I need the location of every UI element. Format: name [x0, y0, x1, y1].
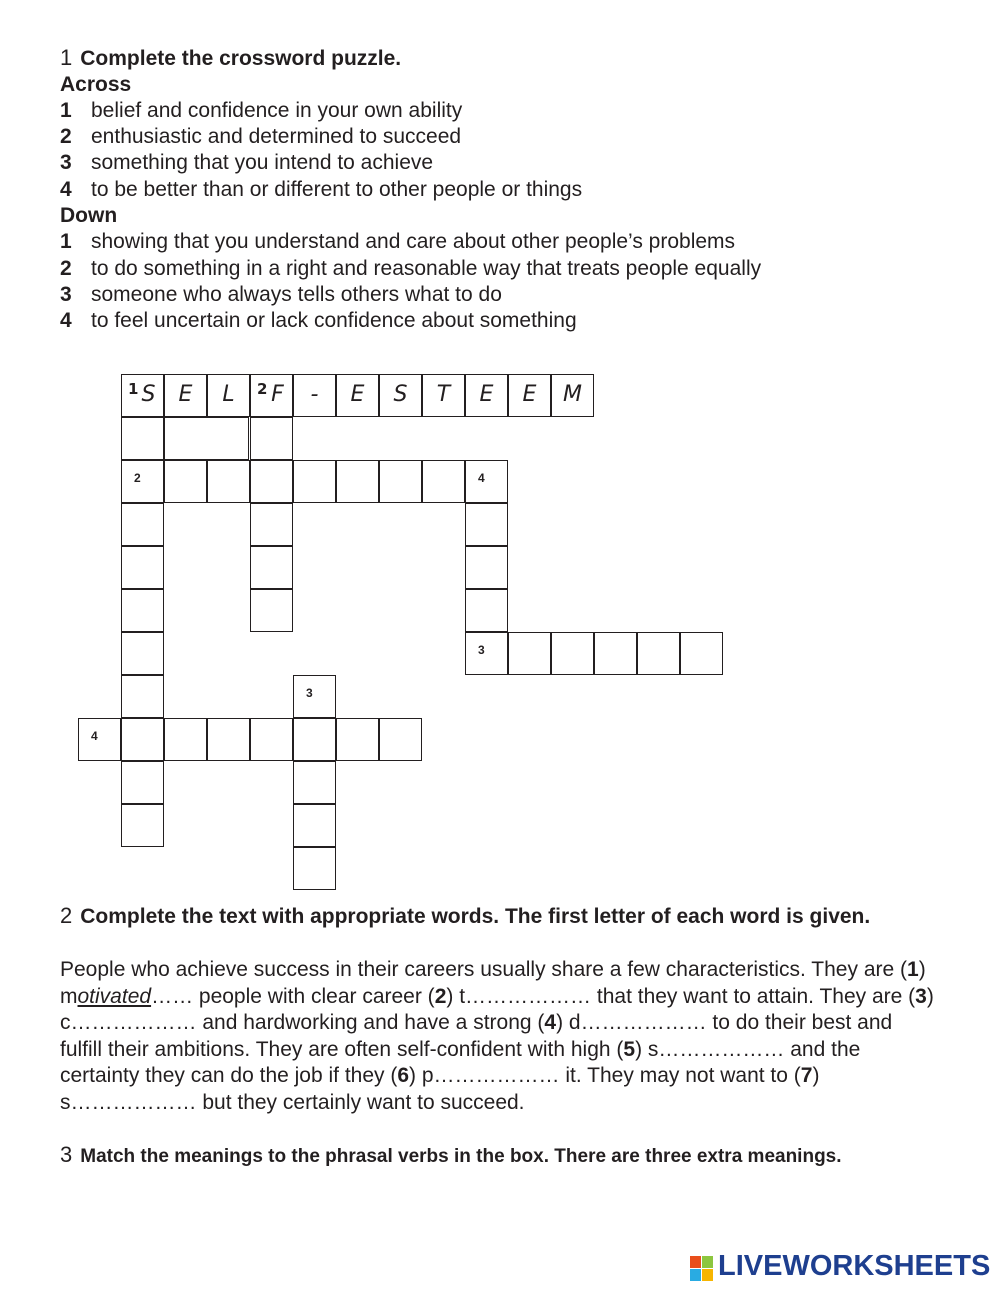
- crossword-cell[interactable]: [465, 632, 508, 675]
- crossword-cell[interactable]: [293, 460, 336, 503]
- crossword-cell[interactable]: [250, 417, 293, 460]
- crossword-letter: E: [178, 382, 193, 407]
- clue-number-label: 1: [128, 380, 139, 398]
- crossword-cell[interactable]: [207, 374, 250, 417]
- crossword-cell[interactable]: [465, 503, 508, 546]
- text-segment: ) p……………… it. They may not want to (: [409, 1064, 801, 1087]
- exercise-2-heading: [60, 902, 940, 930]
- crossword-cell[interactable]: [379, 718, 422, 761]
- logo-mark-icon: [690, 1256, 714, 1282]
- clue-number: 4: [60, 309, 72, 332]
- clue-number-label: 2: [134, 471, 141, 485]
- crossword-cell[interactable]: [250, 546, 293, 589]
- text-segment: People who achieve success in their careers usually share a few characteristics. They are (: [60, 958, 908, 981]
- crossword-cell[interactable]: [121, 503, 164, 546]
- crossword-cell[interactable]: [293, 718, 336, 761]
- text-segment: ) t……………… that they want to attain. They are (: [446, 984, 916, 1008]
- example-answer: otivated: [77, 984, 152, 1008]
- clue-number: 1: [60, 99, 72, 122]
- crossword-cell[interactable]: [465, 460, 508, 503]
- crossword-cell[interactable]: [379, 460, 422, 503]
- crossword-cell[interactable]: [465, 589, 508, 632]
- liveworksheets-logo: [690, 1250, 990, 1286]
- exercise-3-heading: [60, 1142, 842, 1170]
- clue-text: enthusiastic and determined to succeed: [91, 125, 462, 148]
- crossword-letter: T: [436, 382, 451, 407]
- logo-text: LIVEWORKSHEETS: [718, 1250, 991, 1282]
- crossword-cell[interactable]: [551, 632, 594, 675]
- crossword-letter: L: [222, 382, 235, 407]
- crossword-cell[interactable]: [78, 718, 121, 761]
- clue-number-label: 3: [306, 686, 313, 700]
- crossword-cell[interactable]: [293, 374, 336, 417]
- crossword-cell[interactable]: [121, 589, 164, 632]
- crossword-cell[interactable]: [293, 761, 336, 804]
- crossword-letter: F: [271, 382, 284, 407]
- crossword-cell[interactable]: [121, 546, 164, 589]
- crossword-cell[interactable]: [379, 374, 422, 417]
- crossword-cell[interactable]: [121, 460, 164, 503]
- crossword-cell[interactable]: [422, 460, 465, 503]
- clue-number: 3: [60, 283, 72, 306]
- text-segment: ) d……………… to do their best and fulfill their ambitions. They are often self-confident with high (: [60, 1011, 893, 1061]
- clue-number-label: 2: [257, 380, 268, 398]
- crossword-letter: S: [393, 382, 408, 407]
- crossword-cell[interactable]: [121, 632, 164, 675]
- gap-number: 2: [434, 984, 447, 1008]
- exercise-3-number: 3: [60, 1142, 73, 1167]
- exercise-1-instruction: Complete the crossword puzzle.: [80, 47, 402, 70]
- text-segment: ) c……………… and hardworking and have a strong (: [60, 984, 934, 1034]
- clue-text: someone who always tells others what to do: [91, 283, 502, 306]
- clue-text: showing that you understand and care about other people’s problems: [91, 230, 736, 253]
- crossword-letter: E: [350, 382, 365, 407]
- crossword-cell[interactable]: [164, 374, 207, 417]
- crossword-cell[interactable]: [207, 718, 250, 761]
- crossword-cell[interactable]: [250, 503, 293, 546]
- crossword-cell[interactable]: [637, 632, 680, 675]
- crossword-cell[interactable]: [293, 675, 336, 718]
- gap-number: 7: [800, 1064, 813, 1087]
- text-segment: ) s……………… and the certainty they can do the job if they (: [60, 1037, 861, 1087]
- gap-number: 4: [544, 1011, 557, 1034]
- crossword-cell[interactable]: [121, 675, 164, 718]
- crossword-cell[interactable]: [164, 417, 207, 460]
- clue-number: 2: [60, 257, 72, 280]
- crossword-cell[interactable]: [250, 460, 293, 503]
- exercise-3-instruction: Match the meanings to the phrasal verbs in the box. There are three extra meanings.: [80, 1146, 842, 1167]
- text-segment: ) s……………… but they certainly want to succeed.: [60, 1064, 820, 1114]
- crossword-cell[interactable]: [250, 718, 293, 761]
- exercise-2-number: 2: [60, 903, 73, 928]
- crossword-cell[interactable]: [250, 374, 293, 417]
- crossword-cell[interactable]: [293, 804, 336, 847]
- crossword-cell[interactable]: [508, 632, 551, 675]
- clue-number-label: 4: [91, 729, 98, 743]
- crossword-cell[interactable]: [121, 374, 164, 417]
- clue-text: to feel uncertain or lack confidence about something: [91, 309, 577, 332]
- crossword-letter: -: [310, 382, 319, 407]
- crossword-cell[interactable]: [121, 718, 164, 761]
- gap-number: 1: [907, 958, 919, 981]
- text-segment: …… people with clear career (: [151, 984, 435, 1008]
- crossword-letter: S: [141, 382, 156, 407]
- clue-text: something that you intend to achieve: [91, 151, 434, 174]
- crossword-cell[interactable]: [508, 374, 551, 417]
- crossword-cell[interactable]: [465, 546, 508, 589]
- crossword-cell[interactable]: [551, 374, 594, 417]
- crossword-cell[interactable]: [121, 417, 164, 460]
- crossword-cell[interactable]: [206, 417, 249, 460]
- clue-number-label: 4: [478, 471, 485, 485]
- gap-number: 3: [915, 984, 927, 1008]
- crossword-cell[interactable]: [336, 718, 379, 761]
- exercise-2-text: [60, 957, 940, 1116]
- crossword-letter: E: [479, 382, 494, 407]
- crossword-cell[interactable]: [422, 374, 465, 417]
- crossword-letter: M: [563, 382, 582, 407]
- crossword-cell[interactable]: [207, 460, 250, 503]
- crossword-letter: E: [522, 382, 537, 407]
- crossword-cell[interactable]: [121, 761, 164, 804]
- crossword-cell[interactable]: [680, 632, 723, 675]
- clue-text: to be better than or different to other people or things: [91, 178, 583, 201]
- clue-number: 3: [60, 151, 72, 174]
- crossword-cell[interactable]: [164, 718, 207, 761]
- across-heading: Across: [60, 73, 132, 96]
- crossword-cell[interactable]: [293, 847, 336, 890]
- gap-number: 6: [397, 1064, 410, 1087]
- text-segment: ) m: [60, 958, 926, 1008]
- gap-number: 5: [623, 1037, 636, 1061]
- clue-number-label: 3: [478, 643, 485, 657]
- crossword-cell[interactable]: [250, 589, 293, 632]
- crossword-cell[interactable]: [594, 632, 637, 675]
- clue-text: to do something in a right and reasonable way that treats people equally: [91, 257, 762, 280]
- crossword-cell[interactable]: [336, 460, 379, 503]
- clue-number: 2: [60, 125, 72, 148]
- crossword-cell[interactable]: [465, 374, 508, 417]
- exercise-2-instruction: Complete the text with appropriate words. The first letter of each word is given.: [80, 905, 871, 928]
- crossword-cell[interactable]: [164, 460, 207, 503]
- exercise-1-number: 1: [60, 45, 73, 70]
- clue-number: 1: [60, 230, 72, 253]
- crossword-cell[interactable]: [121, 804, 164, 847]
- clue-number: 4: [60, 178, 72, 201]
- down-heading: Down: [60, 204, 118, 227]
- crossword-cell[interactable]: [336, 374, 379, 417]
- clue-text: belief and confidence in your own ability: [91, 99, 463, 122]
